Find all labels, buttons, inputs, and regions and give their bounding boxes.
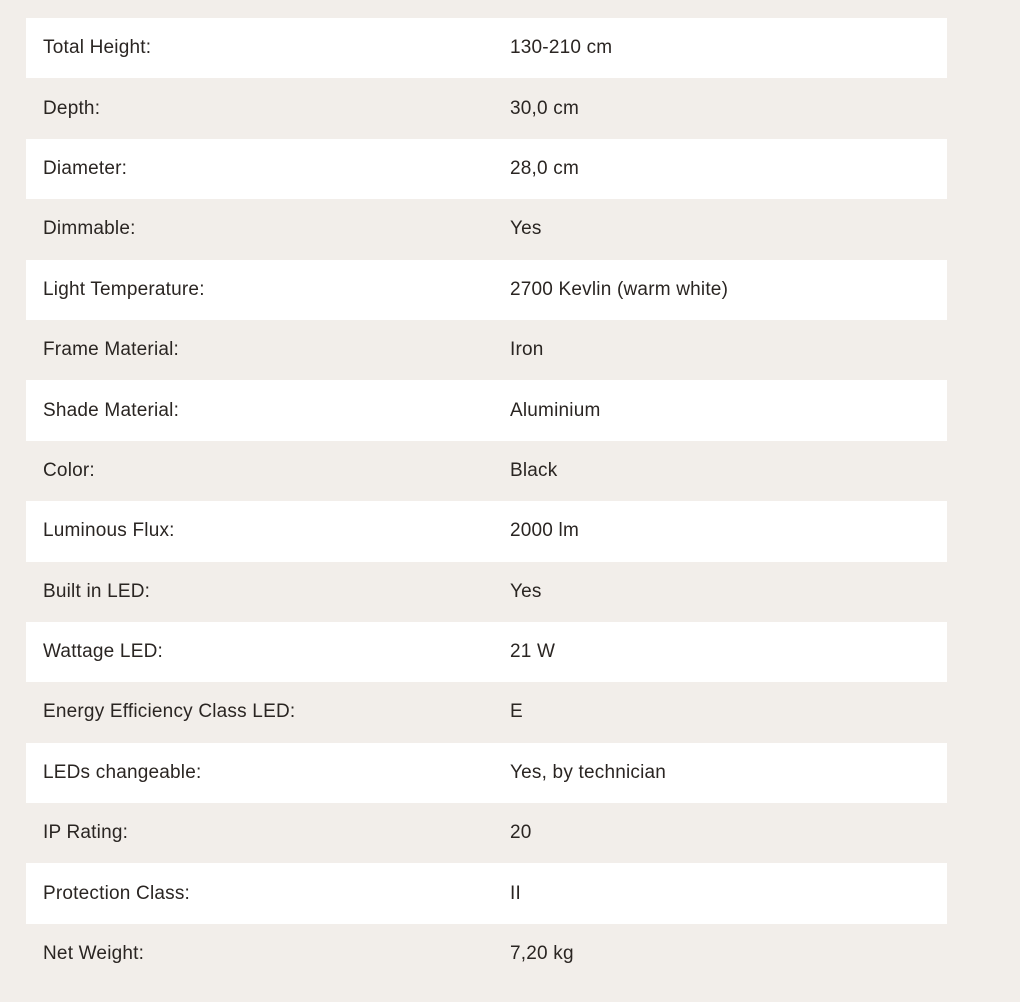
spec-value: 20 [510,822,532,844]
spec-value: E [510,701,523,723]
spec-row-dimmable [26,199,947,259]
spec-value: 2000 lm [510,520,579,542]
spec-label: Dimmable: [43,218,136,240]
spec-value: 30,0 cm [510,97,579,119]
spec-row-color [26,441,947,501]
spec-label: Net Weight: [43,943,145,965]
spec-row-wattage-led [26,622,947,682]
spec-value: Aluminium [510,399,601,421]
spec-value: Yes [510,218,542,240]
spec-value: II [510,882,521,904]
spec-value: 28,0 cm [510,157,579,179]
spec-value: 2700 Kevlin (warm white) [510,278,729,300]
spec-value: Iron [510,339,544,361]
spec-row-net-weight [26,924,947,984]
spec-label: Wattage LED: [43,641,163,663]
spec-label: LEDs changeable: [43,761,202,783]
spec-row-diameter [26,139,947,199]
spec-label: Color: [43,459,95,481]
spec-row-luminous-flux [26,501,947,561]
spec-label: Depth: [43,97,101,119]
spec-row-built-in-led [26,562,947,622]
spec-row-leds-changeable [26,743,947,803]
spec-label: Total Height: [43,37,152,59]
spec-label: Built in LED: [43,580,151,602]
spec-table [26,18,947,984]
spec-value: Yes [510,580,542,602]
spec-label: Energy Efficiency Class LED: [43,701,296,723]
spec-row-light-temperature [26,260,947,320]
spec-row-frame-material [26,320,947,380]
spec-label: Shade Material: [43,399,180,421]
spec-label: Frame Material: [43,339,180,361]
spec-value: 130-210 cm [510,37,613,59]
spec-row-protection-class [26,863,947,923]
spec-label: Protection Class: [43,882,191,904]
spec-value: 7,20 kg [510,943,574,965]
spec-label: Diameter: [43,157,128,179]
spec-row-depth [26,78,947,138]
spec-row-ip-rating [26,803,947,863]
spec-value: Yes, by technician [510,761,667,783]
spec-label: IP Rating: [43,822,129,844]
spec-value: 21 W [510,641,556,663]
spec-row-shade-material [26,380,947,440]
spec-row-energy-efficiency [26,682,947,742]
spec-row-total-height [26,18,947,78]
spec-value: Black [510,459,558,481]
spec-label: Light Temperature: [43,278,205,300]
spec-label: Luminous Flux: [43,520,175,542]
